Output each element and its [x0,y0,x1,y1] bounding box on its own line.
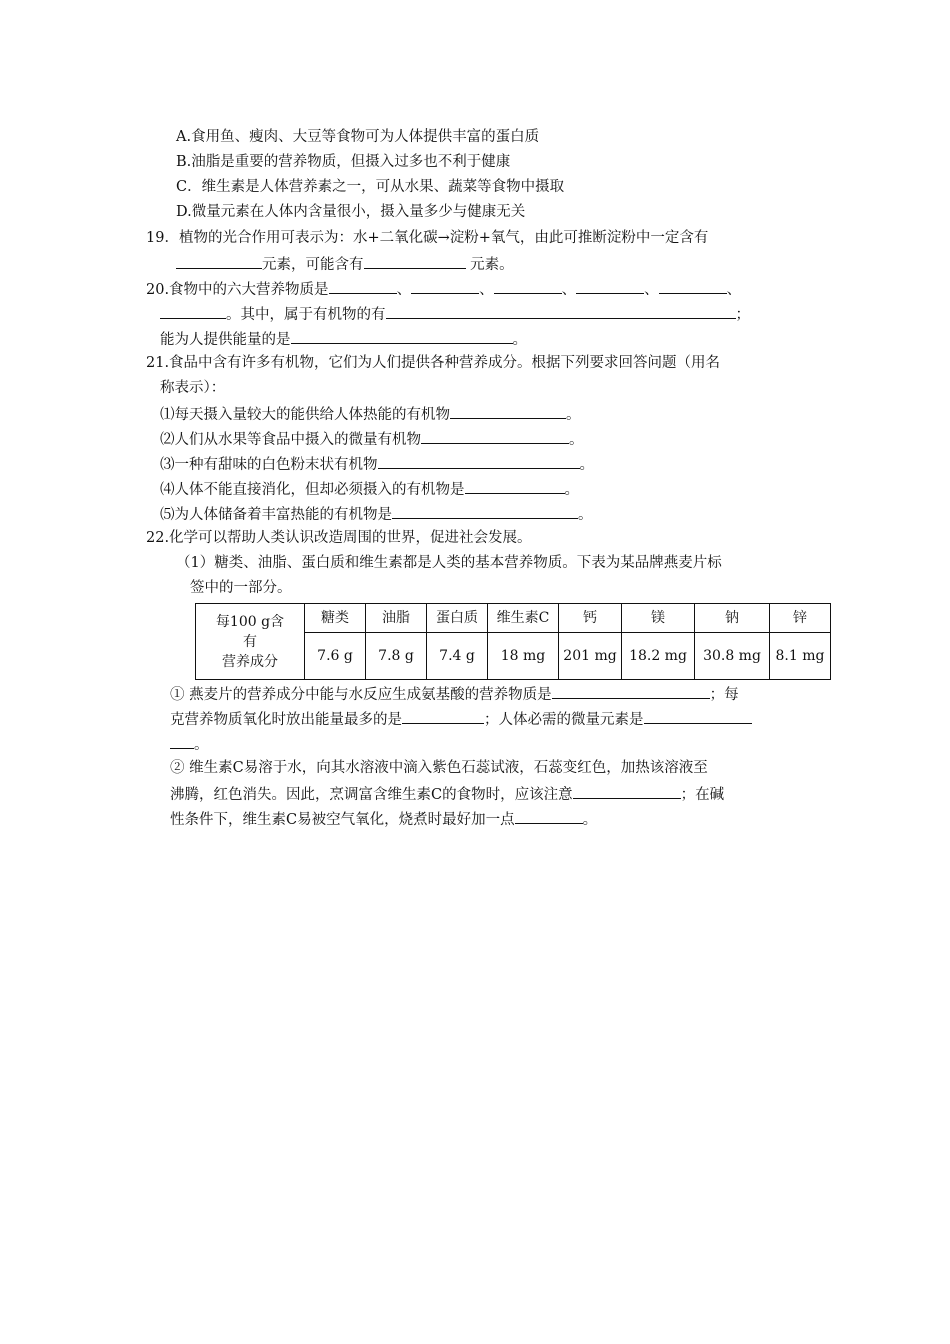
answer-blank[interactable] [378,453,580,469]
table-header-row [196,604,831,633]
option-c: C．维生素是人体营养素之一，可从水果、蔬菜等食物中摄取 [176,179,565,195]
q21-item: ⑷人体不能直接消化，但却必须摄入的有机物是 。 [160,478,579,500]
answer-blank[interactable] [392,503,578,519]
answer-blank[interactable] [515,808,583,824]
q22-sub2: ② 维生素C易溶于水，向其水溶液中滴入紫色石蕊试液，石蕊变红色，加热该溶液至 [170,760,708,776]
q22-sub2-end: 性条件下，维生素C易被空气氧化，烧煮时最好加一点 。 [170,808,597,830]
table-cell: 18.2 mg [622,633,695,680]
q22-sub1-cont: 克营养物质氧化时放出能量最多的是 ；人体必需的微量元素是 [170,708,752,730]
q20-energy-line: 能为人提供能量的是 。 [160,328,527,350]
table-cell: 18 mg [488,633,559,680]
q21-stem: 21.食品中含有许多有机物，它们为人们提供各种营养成分。根据下列要求回答问题（用名 [146,355,721,371]
q20-stem: 20.食物中的六大营养物质是 、 、 、 、 、 [146,278,741,300]
option-d: D.微量元素在人体内含量很小，摄入量多少与健康无关 [176,204,526,220]
answer-blank[interactable] [576,278,644,294]
q22-sub2-cont: 沸腾，红色消失。因此，烹调富含维生素C的食物时，应该注意 ；在碱 [170,783,724,805]
option-b: B.油脂是重要的营养物质，但摄入过多也不利于健康 [176,154,511,170]
answer-blank[interactable] [644,708,752,724]
q21-item: ⑴每天摄入量较大的能供给人体热能的有机物 。 [160,403,581,425]
q19-answer-line: 元素，可能含有 元素。 [176,253,514,275]
answer-blank[interactable] [329,278,397,294]
q21-stem-cont: 称表示）： [160,380,226,396]
q21-item: ⑸为人体储备着丰富热能的有机物是 。 [160,503,593,525]
column-header: 糖类 [305,604,366,633]
answer-blank[interactable] [573,783,681,799]
column-header: 蛋白质 [427,604,488,633]
q22-sub1-end: 。 [170,733,209,755]
q21-item: ⑶一种有甜味的白色粉末状有机物 。 [160,453,594,475]
answer-blank[interactable] [386,303,736,319]
q22-part1: （1）糖类、油脂、蛋白质和维生素都是人类的基本营养物质。下表为某品牌燕麦片标 [176,555,722,571]
column-header: 镁 [622,604,695,633]
table-cell: 201 mg [559,633,622,680]
table-row-header: 每100 g含 有 营养成分 [196,604,305,680]
nutrition-table [195,603,831,680]
answer-blank[interactable] [659,278,727,294]
table-cell: 8.1 mg [770,633,831,680]
column-header: 钙 [559,604,622,633]
answer-blank[interactable] [176,253,262,269]
answer-blank[interactable] [465,478,565,494]
answer-blank[interactable] [160,303,226,319]
option-a: A.食用鱼、瘦肉、大豆等食物可为人体提供丰富的蛋白质 [176,129,540,145]
answer-blank[interactable] [364,253,466,269]
answer-blank[interactable] [450,403,566,419]
q20-organic-line: 。其中，属于有机物的有 ； [160,303,750,325]
answer-blank[interactable] [402,708,484,724]
q22-sub1: ① 燕麦片的营养成分中能与水反应生成氨基酸的营养物质是 ；每 [170,683,739,705]
q22-stem: 22.化学可以帮助人类认识改造周围的世界，促进社会发展。 [146,530,532,546]
column-header: 钠 [695,604,770,633]
table-cell: 30.8 mg [695,633,770,680]
column-header: 锌 [770,604,831,633]
table-cell: 7.8 g [366,633,427,680]
q19-stem: 19．植物的光合作用可表示为：水+二氧化碳→淀粉+氧气，由此可推断淀粉中一定含有 [146,230,709,246]
answer-blank[interactable] [421,428,569,444]
answer-blank[interactable] [494,278,562,294]
column-header: 油脂 [366,604,427,633]
answer-blank[interactable] [552,683,710,699]
table-cell: 7.6 g [305,633,366,680]
answer-blank[interactable] [411,278,479,294]
column-header: 维生素C [488,604,559,633]
q21-item: ⑵人们从水果等食品中摄入的微量有机物 。 [160,428,584,450]
table-cell: 7.4 g [427,633,488,680]
q22-part1-cont: 签中的一部分。 [190,580,292,596]
answer-blank[interactable] [291,328,513,344]
answer-blank[interactable] [170,733,194,749]
